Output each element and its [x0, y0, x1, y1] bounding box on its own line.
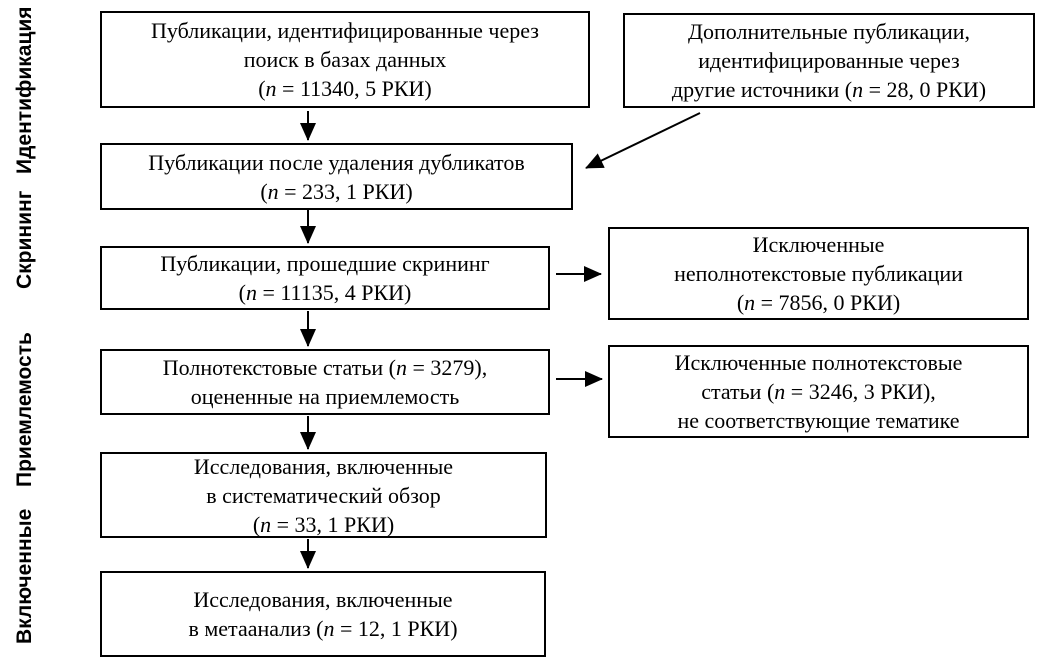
- box-text-line: в метаанализ (n = 12, 1 РКИ): [188, 616, 458, 641]
- box-text-line: оцененные на приемлемость: [190, 384, 460, 409]
- box-text-line: (n = 11340, 5 РКИ): [258, 76, 432, 101]
- box-text-line: неполнотекстовые публикации: [674, 261, 963, 286]
- stage-label-eligibility: Приемлемость: [13, 332, 36, 488]
- flow-box-identified-databases: [100, 11, 590, 108]
- box-text-line: Исследования, включенные: [193, 453, 454, 479]
- stage-label-identification: Идентификация: [13, 6, 36, 174]
- flow-box-excluded-fulltext: [608, 345, 1029, 438]
- box-text-line: Публикации после удаления дубликатов: [148, 149, 525, 175]
- flow-box-included-meta-analysis: [100, 571, 546, 657]
- box-text-line: (n = 11135, 4 РКИ): [238, 280, 412, 305]
- box-text-line: идентифицированные через: [698, 48, 960, 73]
- flow-box-excluded-non-fulltext: [608, 227, 1029, 320]
- flow-box-screened: [100, 246, 550, 310]
- box-text-line: Публикации, прошедшие скрининг: [160, 251, 490, 276]
- box-text-line: Исключенные полнотекстовые: [674, 350, 963, 375]
- box-text-line: в систематический обзор: [206, 482, 441, 508]
- box-text-line: Исключенные: [752, 232, 885, 257]
- flow-box-after-duplicates-removed: [100, 143, 573, 210]
- box-text-line: другие источники (n = 28, 0 РКИ): [671, 77, 987, 102]
- stage-label-screening: Скрининг: [13, 190, 36, 290]
- box-text-line: (n = 233, 1 РКИ): [260, 178, 413, 204]
- arrow-other-sources-to-dedup: [586, 113, 700, 168]
- box-text-line: статьи (n = 3246, 3 РКИ),: [701, 379, 936, 404]
- stage-label-included: Включенные: [13, 508, 36, 644]
- box-text-line: Исследования, включенные: [193, 587, 453, 612]
- box-text-line: не соответствующие тематике: [677, 408, 960, 433]
- box-text-line: Полнотекстовые статьи (n = 3279),: [162, 355, 488, 380]
- box-text-line: Публикации, идентифицированные через: [151, 18, 539, 43]
- flow-box-identified-other-sources: [623, 13, 1035, 108]
- box-text-line: (n = 7856, 0 РКИ): [736, 290, 901, 315]
- box-text-line: Дополнительные публикации,: [687, 19, 971, 44]
- box-text-line: поиск в базах данных: [243, 47, 447, 72]
- box-text-line: (n = 33, 1 РКИ): [252, 511, 395, 537]
- flow-box-fulltext-assessed: [100, 349, 550, 415]
- flow-box-included-systematic-review: [100, 452, 547, 538]
